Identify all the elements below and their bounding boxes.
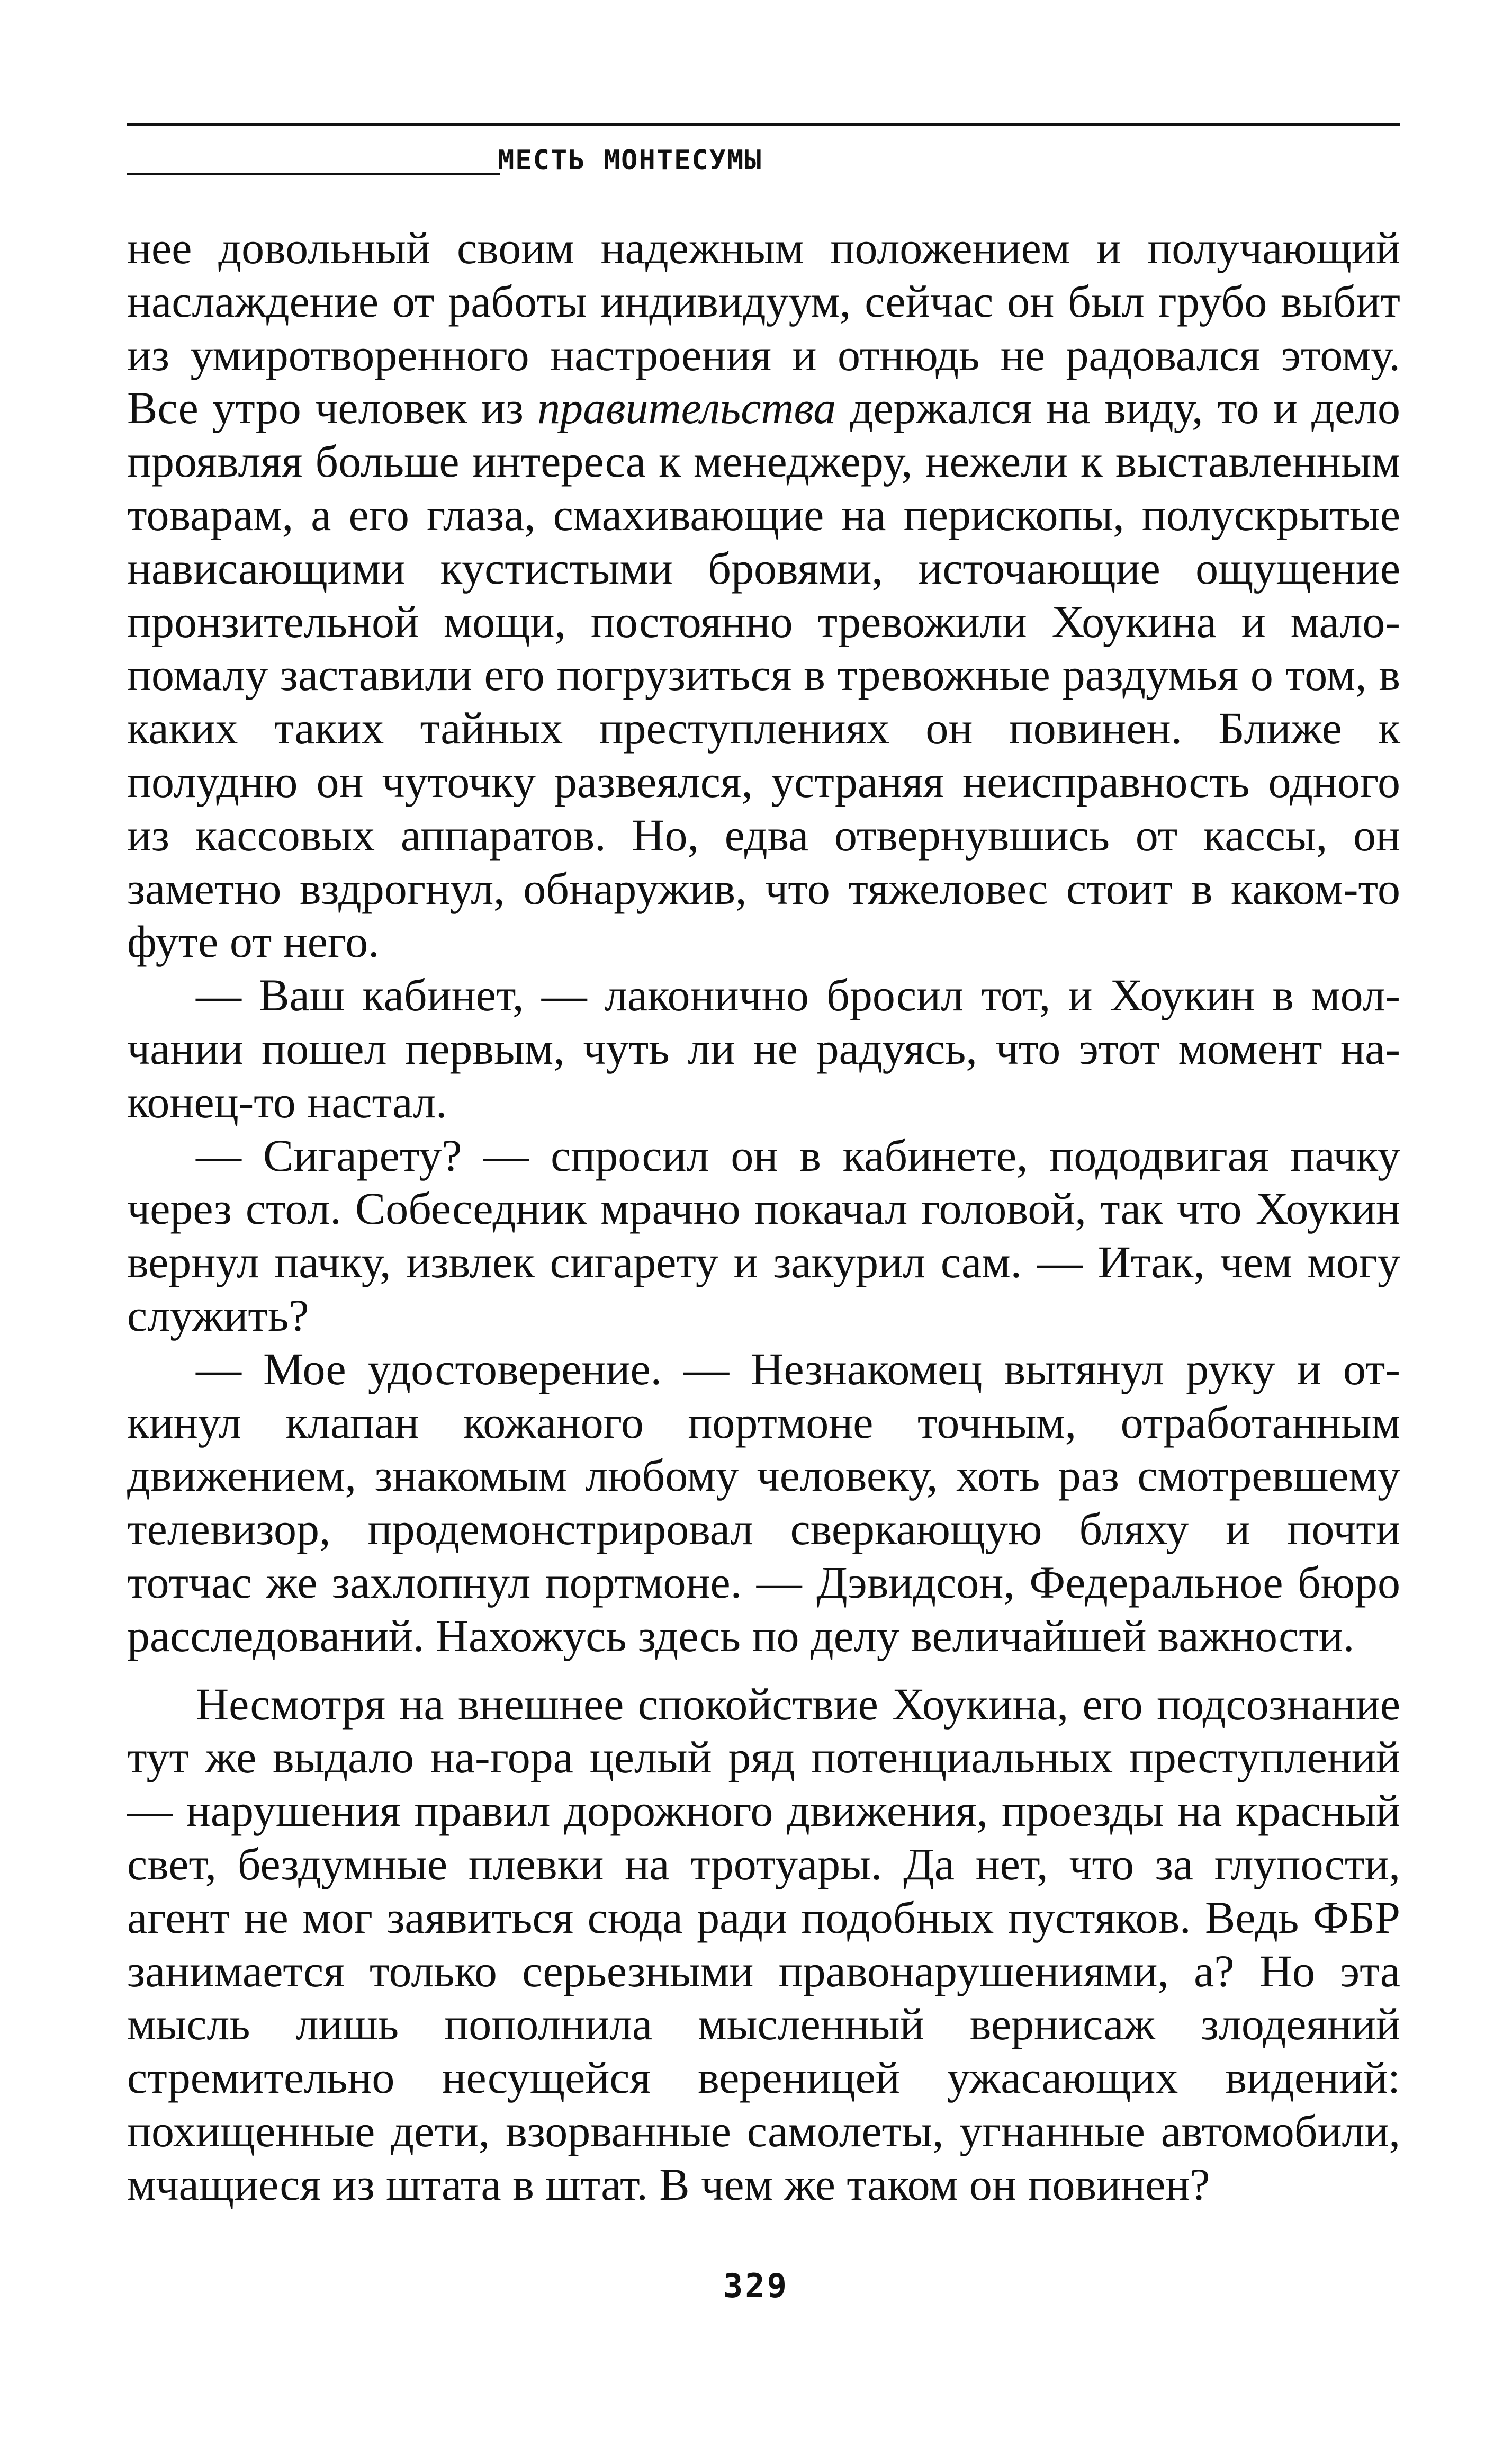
paragraph-3: — Сигарету? — спросил он в кабинете, пододвигая пачку через стол. Собеседник мрачно покачал головой, так что Хоукин вернул пачку, извлек сигарету и закурил сам. — Итак, чем могу служить? — [127, 1130, 1400, 1341]
body-text — [127, 221, 1400, 2211]
paragraph-1-start: нее довольный своим надежным положением и получающий наслаждение от работы индивидуум, сейчас он был грубо выбит из умиротворенного настроения и отнюдь не радовался этому. Все утро человек из — [127, 222, 1400, 434]
paragraph-5: Несмотря на внешнее спокойствие Хоукина, его подсознание тут же выдало на-гора целый ряд потенциальных преступлений — нарушения правил дорожного движения, проезды на красный свет, бездумные плевки на тротуары. Да нет, что за глупости, агент не мог заявиться сюда ради подобных пустяков. Ведь ФБР занимается только серьезными правонарушениями, а? Но эта мысль лишь пополнила мысленный вернисаж злодеяний стремительно несущейся вереницей ужасающих видений: похищенные дети, взорванные самолеты, угнанные автомобили, мчащиеся из штата в штат. В чем же таком он повинен? — [127, 1678, 1400, 2210]
paragraph-2: — Ваш кабинет, — лаконично бросил тот, и Хоукин в молчании пошел первым, чуть ли не радуясь, что этот момент наконец-то настал. — [127, 970, 1400, 1127]
paragraph-1-end: держался на виду, то и дело проявляя больше интереса к менеджеру, нежели к выставленным товарам, а его глаза, смахивающие на перископы, полускрытые нависающими кустистыми бровями, источающие ощущение пронзительной мощи, постоянно тревожили Хоукина и мало-помалу заставили его погрузиться в тревожные раздумья о том, в каких таких тайных преступлениях он повинен. Ближе к полудню он чуточку развеялся, устраняя неисправность одного из кассовых аппаратов. Но, едва отвернувшись от кассы, он заметно вздрогнул, обнаружив, что тяжеловес стоит в каком-то футе от него. — [127, 382, 1401, 967]
running-head-title: МЕСТЬ МОНТЕСУМЫ — [498, 145, 762, 176]
running-head-underline — [127, 173, 500, 175]
page-number: 329 — [723, 2266, 789, 2305]
paragraph-4: — Мое удостоверение. — Незнакомец вытянул руку и откинул клапан кожаного портмоне точным, отработанным движением, знакомым любому человеку, хоть раз смотревшему телевизор, продемонстрировал сверкающую бляху и почти тотчас же захлопнул портмоне. — Дэвидсон, Федеральное бюро расследований. Нахожусь здесь по делу величайшей важности. — [127, 1343, 1400, 1661]
emphasis-word: правительства — [537, 382, 836, 434]
running-head — [127, 142, 1400, 184]
paragraph-1 — [127, 221, 1400, 969]
header-rule — [127, 123, 1400, 126]
